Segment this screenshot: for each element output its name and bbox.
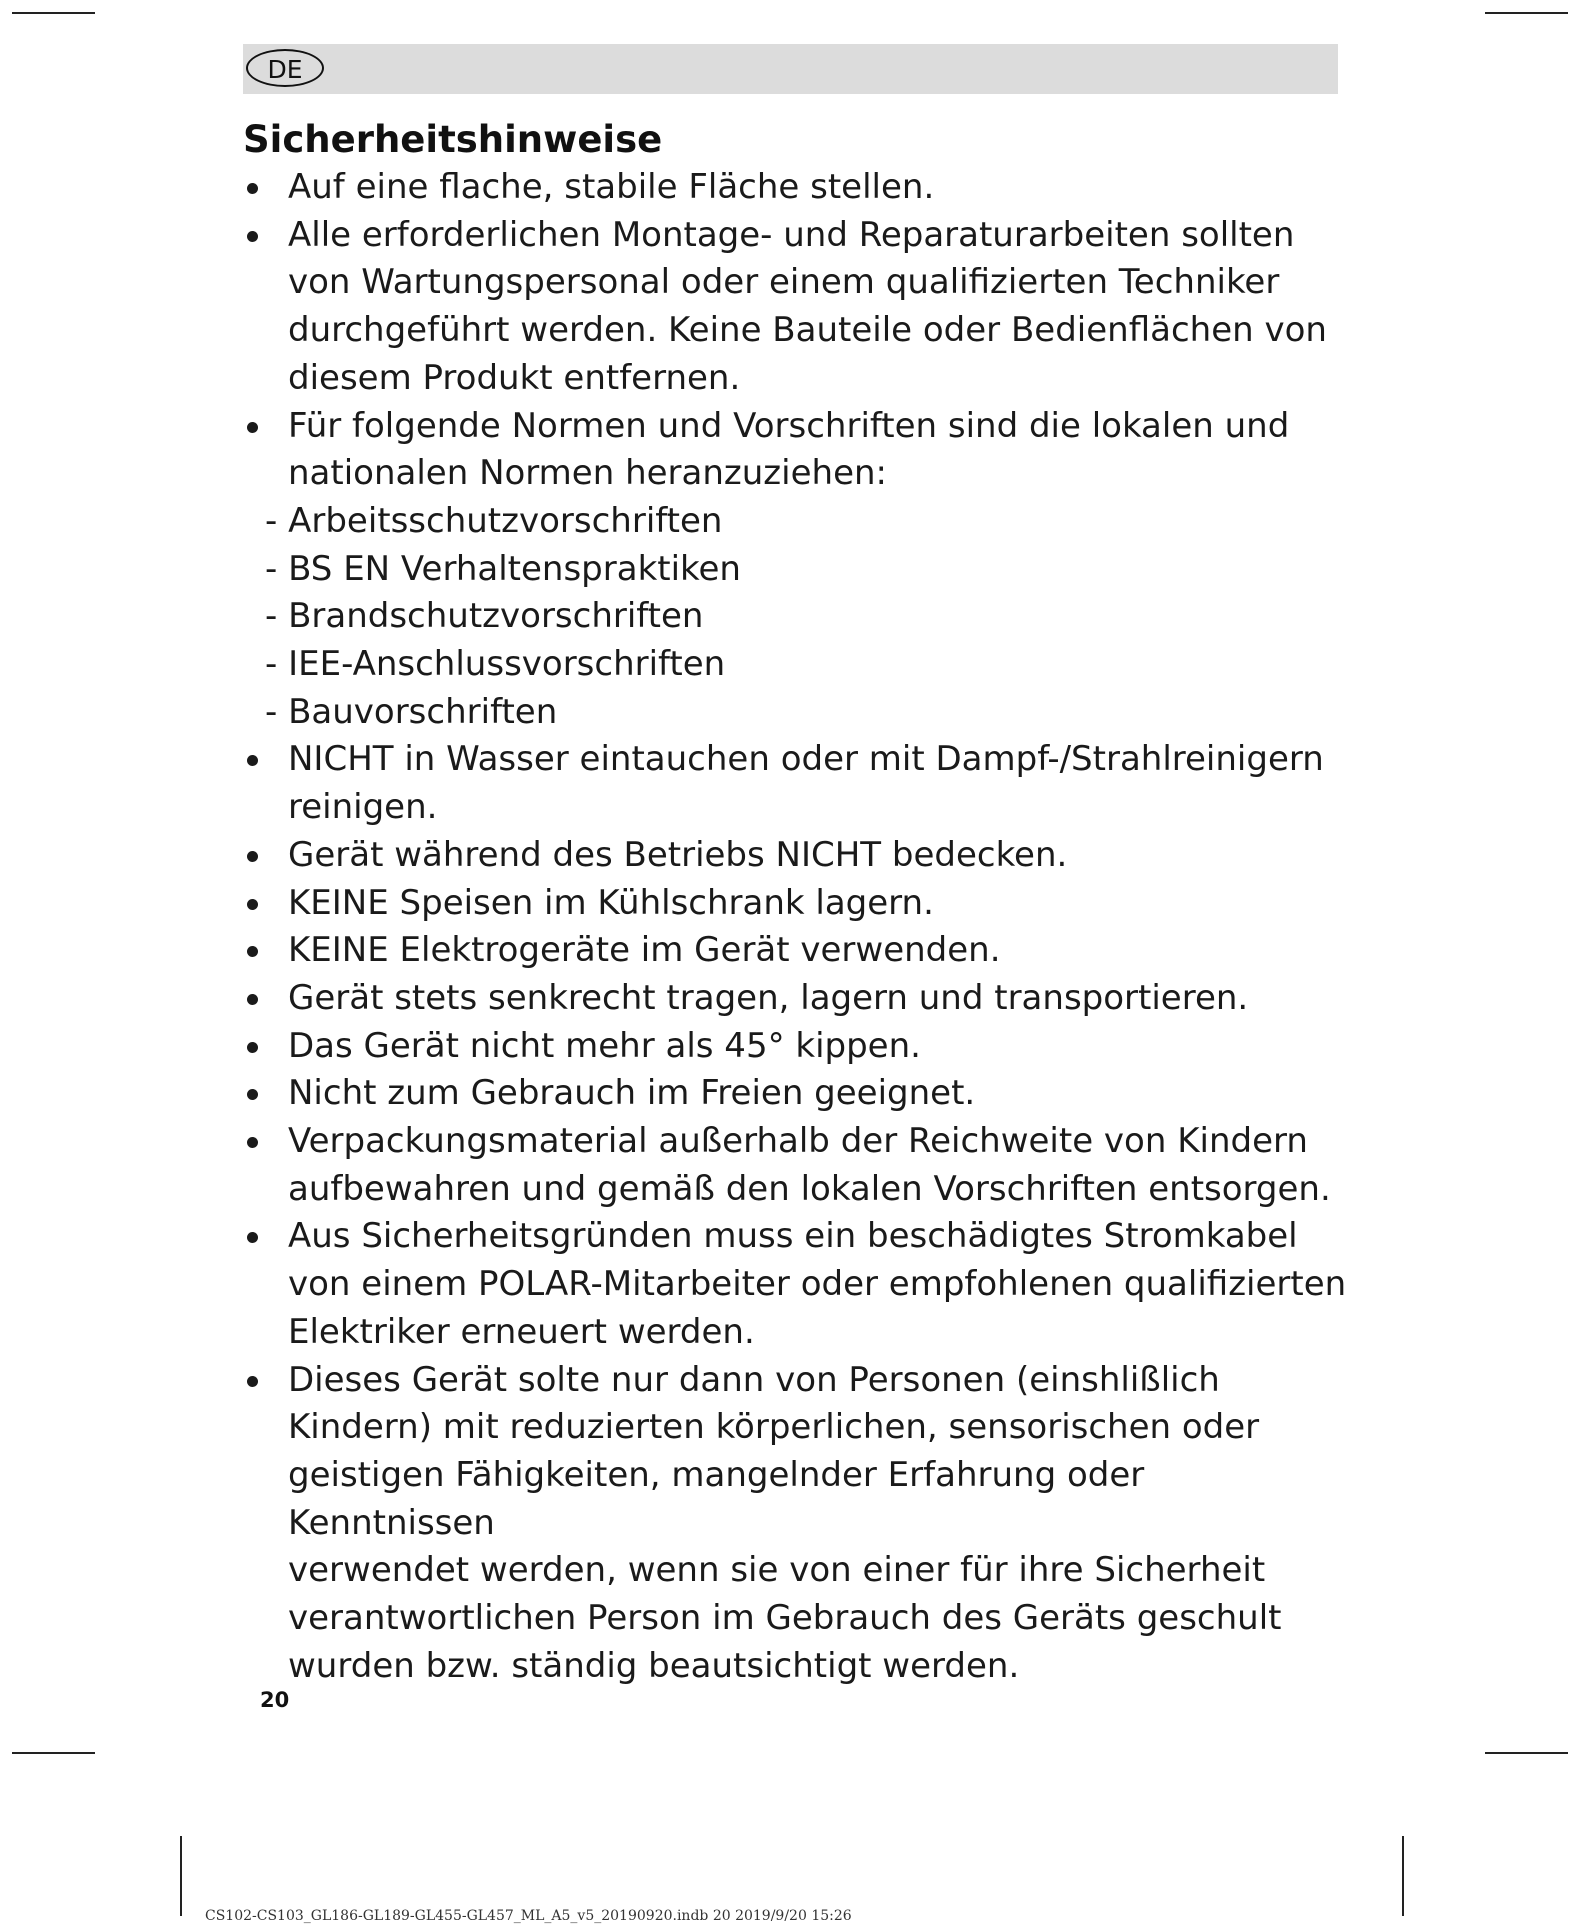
- bullet-dot-icon: [247, 231, 258, 242]
- bullet-dot-icon: [247, 994, 258, 1005]
- bullet-dot-icon: [247, 1137, 258, 1148]
- bullet-dot-icon: [247, 422, 258, 433]
- regulation-item: - IEE-Anschlussvorschriften: [265, 644, 726, 685]
- section-title: Sicherheitshinweise: [243, 118, 663, 161]
- bullet-line: Auf eine flache, stabile Fläche stellen.: [288, 167, 935, 207]
- bullet-line: Verpackungsmaterial außerhalb der Reichweite von Kindern: [288, 1121, 1308, 1162]
- bullet-item: [243, 1213, 1353, 1356]
- bullet-item: [243, 1023, 1353, 1071]
- bullet-line: Gerät stets senkrecht tragen, lagern und transportieren.: [288, 977, 1249, 1018]
- bullet-item: [243, 212, 1353, 403]
- bullet-line: Aus Sicherheitsgründen muss ein beschädigtes Stromkabel: [288, 1216, 1298, 1257]
- bullet-item: [243, 975, 1353, 1023]
- bullet-line: Nicht zum Gebrauch im Freien geeignet.: [288, 1073, 976, 1114]
- bullet-line: Elektriker erneuert werden.: [288, 1311, 755, 1352]
- bullet-line: verantwortlichen Person im Gebrauch des Geräts geschult: [288, 1598, 1282, 1639]
- page-number: 20: [260, 1688, 290, 1712]
- bullet-item: [243, 403, 1353, 737]
- bullet-item: [243, 927, 1353, 975]
- regulation-item: - Bauvorschriften: [265, 691, 558, 732]
- bullet-item: [243, 164, 1353, 212]
- regulation-item: - BS EN Verhaltenspraktiken: [265, 548, 741, 589]
- bullet-line: Das Gerät nicht mehr als 45° kippen.: [288, 1025, 921, 1066]
- bullet-line: KEINE Speisen im Kühlschrank lagern.: [288, 882, 934, 923]
- bullet-line: verwendet werden, wenn sie von einer für ihre Sicherheit: [288, 1550, 1266, 1591]
- bullet-line: Gerät während des Betriebs NICHT bedecken.: [288, 834, 1068, 875]
- bullet-line: NICHT in Wasser eintauchen oder mit Dampf-/Strahlreinigern: [288, 739, 1324, 780]
- bullet-item: [243, 1118, 1353, 1213]
- bullet-line: wurden bzw. ständig beautsichtigt werden.: [288, 1645, 1020, 1686]
- bullet-line: diesem Produkt entfernen.: [288, 357, 741, 398]
- bullet-item: [243, 832, 1353, 880]
- bullet-list: [243, 164, 1353, 1691]
- bullet-dot-icon: [247, 899, 258, 910]
- bullet-dot-icon: [247, 851, 258, 862]
- bullet-line: reinigen.: [288, 787, 438, 828]
- bullet-dot-icon: [247, 1089, 258, 1100]
- bullet-line: Alle erforderlichen Montage- und Reparaturarbeiten sollten: [288, 214, 1295, 255]
- bullet-dot-icon: [247, 946, 258, 957]
- crop-mark-bottom-left: [12, 1752, 95, 1754]
- bullet-dot-icon: [247, 1376, 258, 1387]
- bullet-line: durchgeführt werden. Keine Bauteile oder Bedienflächen von: [288, 310, 1327, 351]
- bullet-dot-icon: [247, 183, 258, 194]
- bullet-line: Kindern) mit reduzierten körperlichen, sensorischen oder: [288, 1407, 1260, 1448]
- bullet-line: KEINE Elektrogeräte im Gerät verwenden.: [288, 930, 1001, 971]
- bullet-line: geistigen Fähigkeiten, mangelnder Erfahrung oder Kenntnissen: [288, 1454, 1145, 1543]
- language-badge: DE: [246, 49, 324, 87]
- bullet-item: [243, 880, 1353, 928]
- crop-mark-top-right: [1485, 12, 1568, 14]
- bullet-line: von Wartungspersonal oder einem qualifizierten Techniker: [288, 262, 1280, 303]
- crop-mark-top-left: [12, 12, 95, 14]
- bullet-line: Für folgende Normen und Vorschriften sind die lokalen und: [288, 405, 1290, 446]
- bullet-dot-icon: [247, 1232, 258, 1243]
- bullet-item: [243, 1070, 1353, 1118]
- regulations-sublist: [265, 498, 1353, 737]
- bullet-line: aufbewahren und gemäß den lokalen Vorschriften entsorgen.: [288, 1168, 1331, 1209]
- print-info: CS102-CS103_GL186-GL189-GL455-GL457_ML_A5_v5_20190920.indb 20 2019/9/20 15:26: [205, 1908, 852, 1924]
- crop-mark-bottom-right: [1485, 1752, 1568, 1754]
- crop-mark-vertical-left: [180, 1836, 182, 1916]
- bullet-dot-icon: [247, 1042, 258, 1053]
- safety-instructions: [243, 164, 1353, 1691]
- bullet-line: nationalen Normen heranzuziehen:: [288, 453, 887, 494]
- bullet-item: [243, 1357, 1353, 1691]
- crop-mark-vertical-right: [1402, 1836, 1404, 1916]
- regulation-item: - Arbeitsschutzvorschriften: [265, 500, 723, 541]
- language-header-bar: [243, 44, 1338, 94]
- bullet-line: von einem POLAR-Mitarbeiter oder empfohlenen qualifizierten: [288, 1264, 1347, 1305]
- bullet-line: Dieses Gerät solte nur dann von Personen (einshlißlich: [288, 1359, 1220, 1400]
- regulation-item: - Brandschutzvorschriften: [265, 596, 704, 637]
- bullet-item: [243, 736, 1353, 831]
- bullet-dot-icon: [247, 755, 258, 766]
